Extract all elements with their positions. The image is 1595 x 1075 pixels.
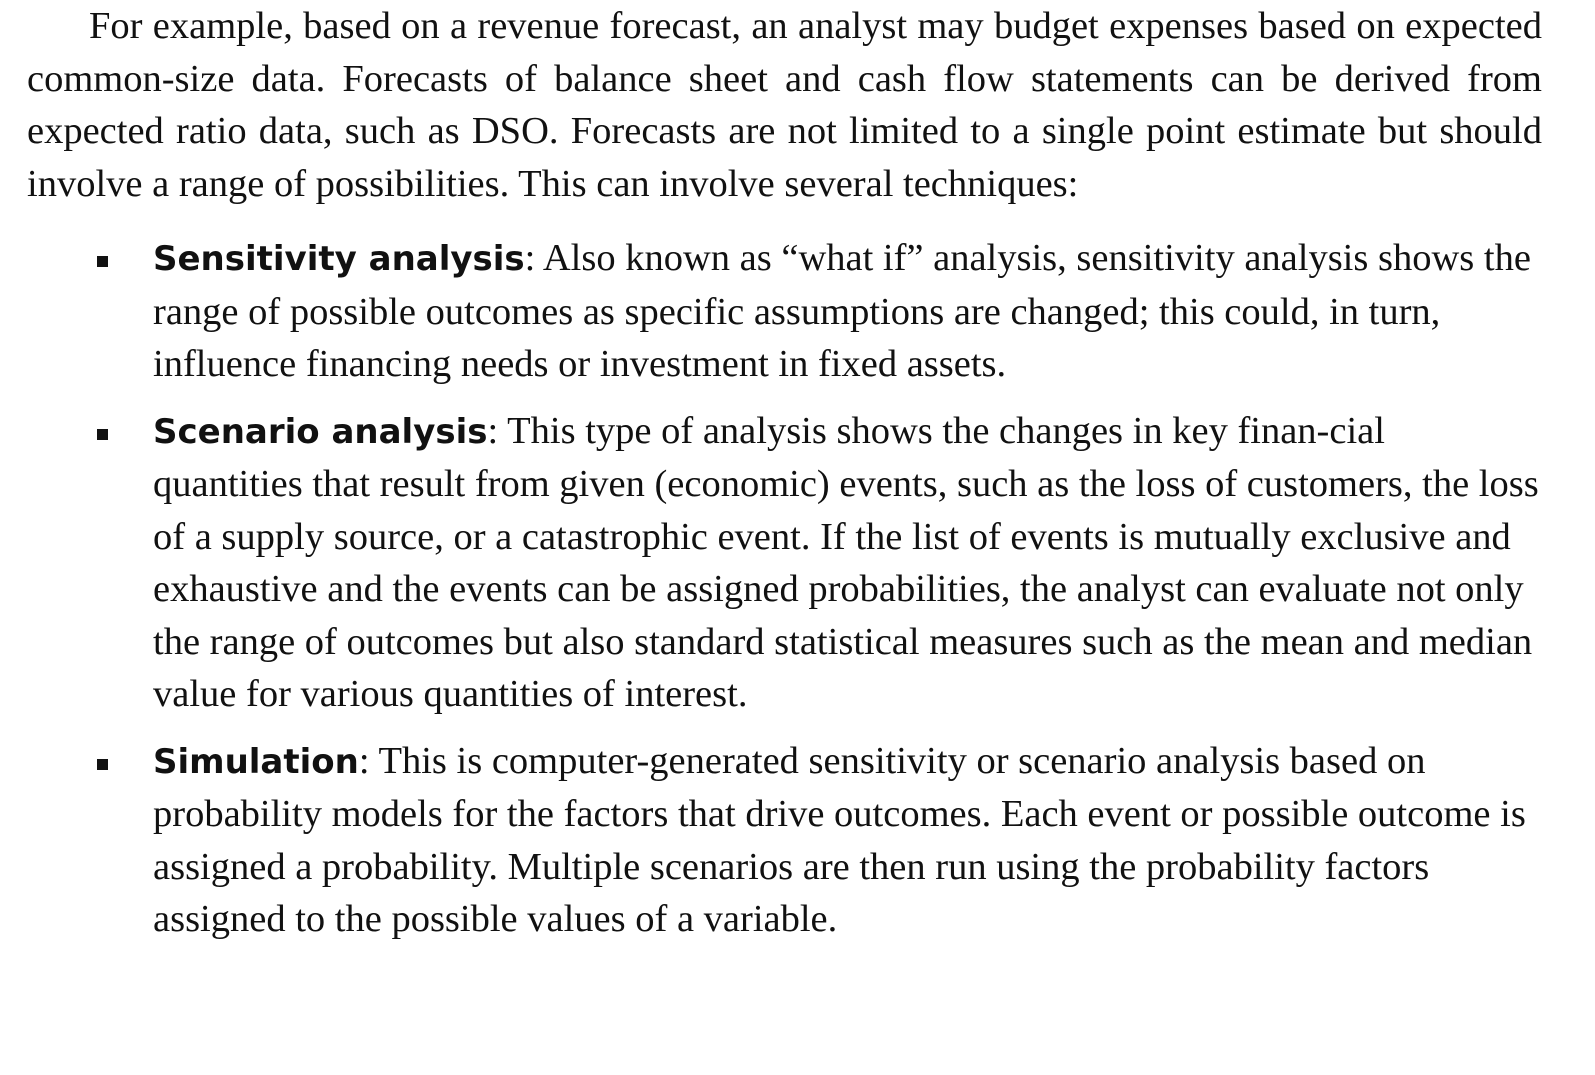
term-scenario-analysis: Scenario analysis <box>153 411 488 452</box>
term-simulation: Simulation <box>153 741 359 782</box>
square-bullet-icon <box>97 429 108 440</box>
description-simulation: : This is computer-generated sensitivity or scenario analysis based on probability models for the factors that drive outcomes. Each event or possible outcome is assigned a probability. Multiple scenarios are then run using the probability factors assigned to the possible values of a variable. <box>153 739 1526 940</box>
square-bullet-icon <box>97 759 108 770</box>
description-scenario-analysis: : This type of analysis shows the changes in key finan-cial quantities that result from given (economic) events, such as the loss of customers, the loss of a supply source, or a catastrophic event. If the list of events is mutually exclusive and exhaustive and the events can be assigned probabilities, the analyst can evaluate not only the range of outcomes but also standard statistical measures such as the mean and median value for various quantities of interest. <box>153 409 1539 715</box>
square-bullet-icon <box>97 256 108 267</box>
list-item-sensitivity-analysis <box>27 232 1542 391</box>
term-sensitivity-analysis: Sensitivity analysis <box>153 239 525 279</box>
technique-list <box>27 232 1542 946</box>
document-page <box>27 0 1542 960</box>
list-item-simulation <box>27 735 1542 946</box>
description-sensitivity-analysis: : Also known as “what if” analysis, sensitivity analysis shows the range of possible outcomes as specific assumptions are changed; this could, in turn, influence financing needs or investment in fixed assets. <box>153 237 1531 385</box>
list-item-scenario-analysis <box>27 405 1542 721</box>
intro-paragraph: For example, based on a revenue forecast, an analyst may budget expenses based on expected common-size data. Forecasts of balance sheet and cash flow statements can be derived from expected ratio data, such as DSO. Forecasts are not limited to a single point estimate but should involve a range of possibilities. This can involve several techniques: <box>27 5 1542 205</box>
